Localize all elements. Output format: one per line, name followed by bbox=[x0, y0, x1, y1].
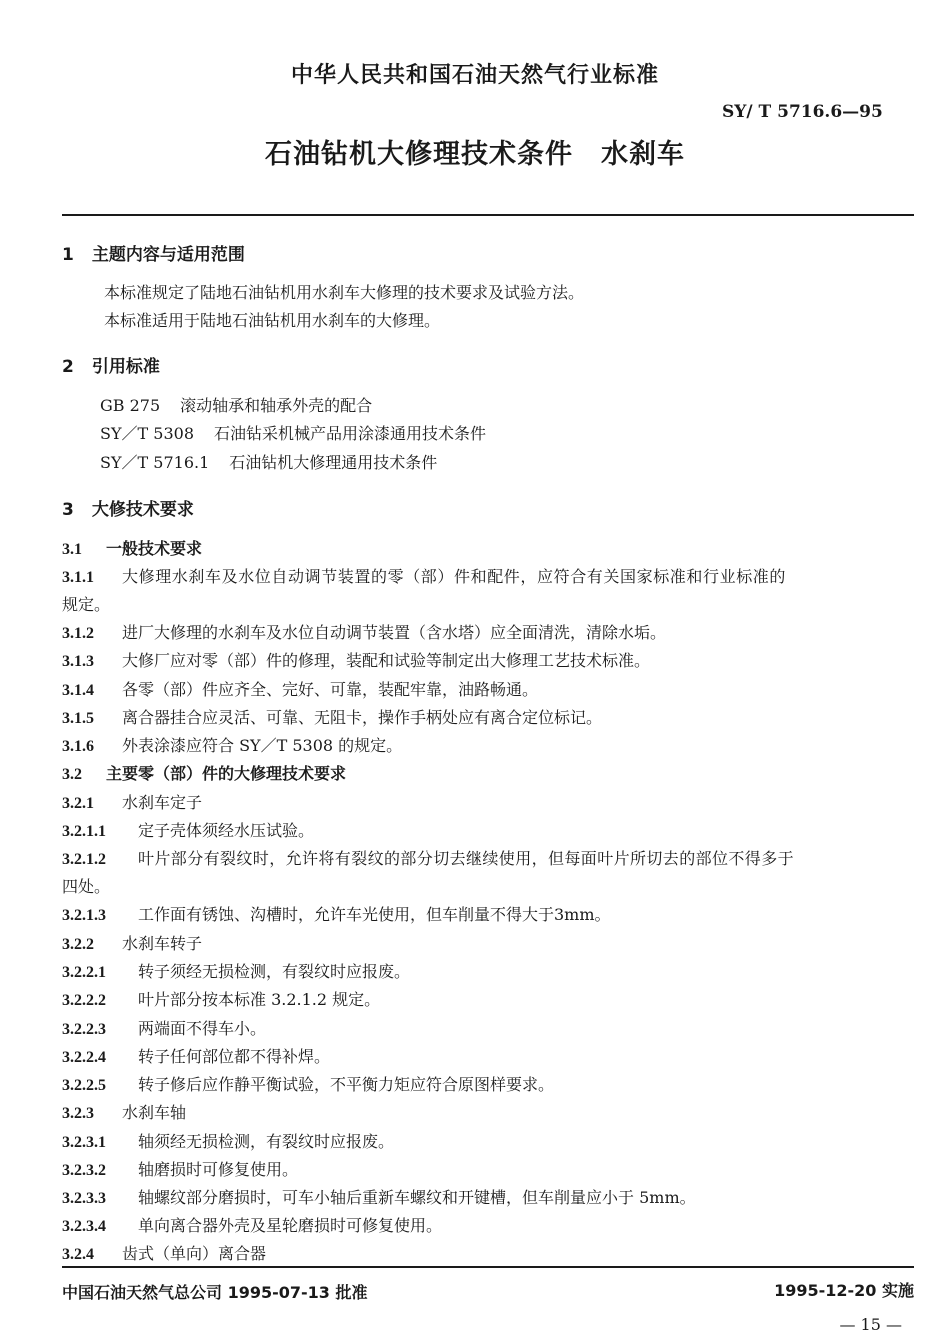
clause-text: 叶片部分按本标准 3.2.1.2 规定。 bbox=[138, 990, 381, 1009]
clause-text: 水刹车转子 bbox=[122, 934, 203, 953]
clause-text: 定子壳体须经水压试验。 bbox=[138, 821, 315, 840]
header-rule bbox=[62, 214, 914, 216]
org-title: 中华人民共和国石油天然气行业标准 bbox=[290, 63, 659, 88]
clause-number: 3.2 bbox=[62, 766, 82, 783]
clause-text: 转子修后应作静平衡试验，不平衡力矩应符合原图样要求。 bbox=[138, 1075, 555, 1094]
clause-text: 进厂大修理的水刹车及水位自动调节装置（含水塔）应全面清洗，清除水垢。 bbox=[122, 623, 667, 642]
clause-text: 一般技术要求 bbox=[106, 539, 203, 558]
clause-text: 转子任何部位都不得补焊。 bbox=[138, 1047, 331, 1066]
clause-number: 3.2.4 bbox=[62, 1246, 94, 1263]
clause bbox=[62, 818, 314, 841]
clause-continuation: 四处。 bbox=[62, 877, 111, 896]
clause bbox=[62, 1241, 266, 1264]
section-1-paragraph: 本标准适用于陆地石油钻机用水刹车的大修理。 bbox=[104, 311, 441, 330]
clause bbox=[62, 1072, 554, 1095]
reference-item bbox=[100, 393, 372, 416]
document-title: 石油钻机大修理技术条件 水刹车 bbox=[265, 139, 685, 170]
clause bbox=[62, 1157, 298, 1180]
clause-text: 轴须经无损检测，有裂纹时应报废。 bbox=[138, 1132, 395, 1151]
clause bbox=[62, 931, 202, 954]
reference-item bbox=[100, 421, 486, 444]
clause-number: 3.1.2 bbox=[62, 625, 94, 642]
clause-number: 3.2.2.1 bbox=[62, 964, 106, 981]
reference-title: 石油钻采机械产品用涂漆通用技术条件 bbox=[214, 424, 487, 443]
clause-text: 大修厂应对零（部）件的修理，装配和试验等制定出大修理工艺技术标准。 bbox=[122, 651, 651, 670]
reference-code: SY／T 5716.1 bbox=[100, 453, 210, 472]
clause-number: 3.2.3.3 bbox=[62, 1190, 106, 1207]
clause bbox=[62, 1016, 266, 1039]
clause bbox=[62, 846, 794, 869]
clause-text: 轴螺纹部分磨损时，可车小轴后重新车螺纹和开键槽，但车削量应小于 5mm。 bbox=[138, 1188, 696, 1207]
clause-text: 水刹车轴 bbox=[122, 1103, 187, 1122]
clause bbox=[62, 790, 202, 813]
clause-text: 水刹车定子 bbox=[122, 793, 203, 812]
clause bbox=[62, 959, 410, 982]
clause-text: 轴磨损时可修复使用。 bbox=[138, 1160, 299, 1179]
clause-number: 3.2.3.4 bbox=[62, 1218, 106, 1235]
clause bbox=[62, 733, 402, 756]
section-title: 引用标准 bbox=[91, 357, 160, 377]
clause-number: 3.1 bbox=[62, 541, 82, 558]
reference-title: 滚动轴承和轴承外壳的配合 bbox=[180, 396, 373, 415]
effective-date: 1995-12-20 实施 bbox=[774, 1281, 914, 1300]
clause-text: 各零（部）件应齐全、完好、可靠，装配牢靠，油路畅通。 bbox=[122, 680, 539, 699]
clause-number: 3.2.1.2 bbox=[62, 851, 106, 868]
reference-item bbox=[100, 450, 437, 473]
clause-number: 3.2.3.2 bbox=[62, 1162, 106, 1179]
clause-number: 3.2.2.2 bbox=[62, 992, 106, 1009]
section-2-heading bbox=[62, 352, 160, 377]
clause bbox=[62, 564, 786, 587]
clause-text: 叶片部分有裂纹时，允许将有裂纹的部分切去继续使用，但每面叶片所切去的部位不得多于 bbox=[138, 849, 795, 868]
clause bbox=[62, 1100, 186, 1123]
section-number: 2 bbox=[62, 357, 74, 377]
clause-text: 两端面不得车小。 bbox=[138, 1019, 267, 1038]
standard-code: SY/ T 5716.6—95 bbox=[722, 102, 883, 122]
section-1-paragraph: 本标准规定了陆地石油钻机用水刹车大修理的技术要求及试验方法。 bbox=[104, 283, 585, 302]
clause-number: 3.2.1 bbox=[62, 795, 94, 812]
clause-number: 3.1.6 bbox=[62, 738, 94, 755]
clause-heading bbox=[62, 536, 202, 559]
clause-number: 3.1.3 bbox=[62, 653, 94, 670]
reference-title: 石油钻机大修理通用技术条件 bbox=[229, 453, 438, 472]
page-number: — 15 — bbox=[839, 1315, 902, 1334]
clause bbox=[62, 1044, 330, 1067]
clause-number: 3.2.3 bbox=[62, 1105, 94, 1122]
approval-line: 中国石油天然气总公司 1995-07-13 批准 bbox=[62, 1283, 368, 1302]
clause-number: 3.1.5 bbox=[62, 710, 94, 727]
clause bbox=[62, 1129, 394, 1152]
clause-text: 单向离合器外壳及星轮磨损时可修复使用。 bbox=[138, 1216, 443, 1235]
clause bbox=[62, 705, 602, 728]
clause-number: 3.2.3.1 bbox=[62, 1134, 106, 1151]
clause-text: 工作面有锈蚀、沟槽时，允许车光使用，但车削量不得大于3mm。 bbox=[138, 905, 611, 924]
clause-number: 3.2.1.1 bbox=[62, 823, 106, 840]
clause bbox=[62, 620, 666, 643]
clause bbox=[62, 1213, 442, 1236]
reference-code: GB 275 bbox=[100, 396, 161, 415]
clause bbox=[62, 1185, 696, 1208]
clause bbox=[62, 902, 611, 925]
clause bbox=[62, 987, 380, 1010]
clause-text: 离合器挂合应灵活、可靠、无阻卡，操作手柄处应有离合定位标记。 bbox=[122, 708, 603, 727]
section-1-heading bbox=[62, 240, 245, 265]
clause-heading bbox=[62, 761, 346, 784]
clause-number: 3.1.1 bbox=[62, 569, 94, 586]
clause-number: 3.2.2.5 bbox=[62, 1077, 106, 1094]
footer-rule bbox=[62, 1266, 914, 1268]
clause bbox=[62, 677, 538, 700]
section-title: 主题内容与适用范围 bbox=[91, 245, 245, 265]
clause-text: 转子须经无损检测，有裂纹时应报废。 bbox=[138, 962, 411, 981]
clause-number: 3.2.2.3 bbox=[62, 1021, 106, 1038]
clause-number: 3.2.2 bbox=[62, 936, 94, 953]
clause-text: 齿式（单向）离合器 bbox=[122, 1244, 267, 1263]
clause-number: 3.2.1.3 bbox=[62, 907, 106, 924]
clause-continuation: 规定。 bbox=[62, 595, 111, 614]
clause-text: 主要零（部）件的大修理技术要求 bbox=[106, 764, 347, 783]
clause-number: 3.2.2.4 bbox=[62, 1049, 106, 1066]
clause bbox=[62, 648, 650, 671]
section-title: 大修技术要求 bbox=[91, 500, 194, 520]
reference-code: SY／T 5308 bbox=[100, 424, 195, 443]
clause-number: 3.1.4 bbox=[62, 682, 94, 699]
clause-text: 大修理水刹车及水位自动调节装置的零（部）件和配件，应符合有关国家标准和行业标准的 bbox=[122, 567, 787, 586]
section-number: 1 bbox=[62, 245, 74, 265]
clause-text: 外表涂漆应符合 SY／T 5308 的规定。 bbox=[122, 736, 403, 755]
section-3-heading bbox=[62, 495, 194, 520]
section-number: 3 bbox=[62, 500, 74, 520]
